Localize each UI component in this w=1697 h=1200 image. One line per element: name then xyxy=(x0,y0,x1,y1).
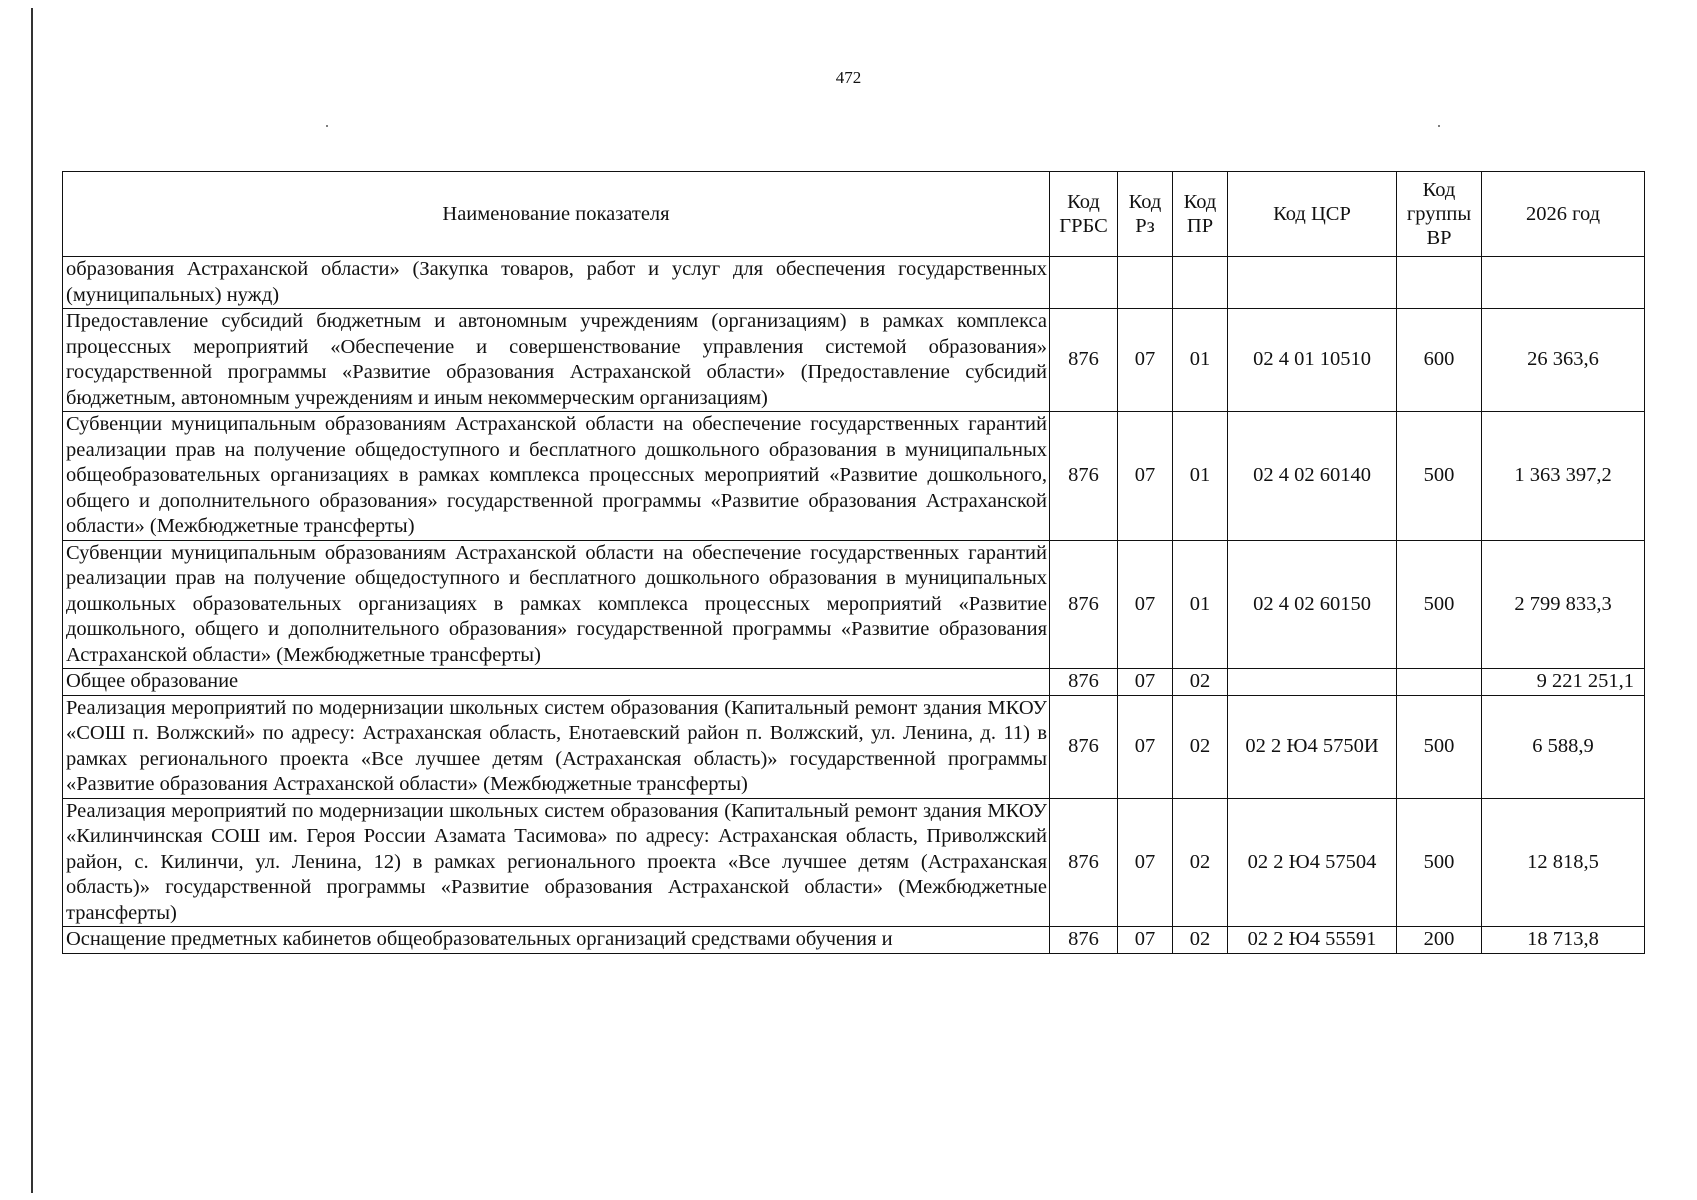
row-pr xyxy=(1173,257,1228,309)
row-rz xyxy=(1118,257,1173,309)
row-grbs: 876 xyxy=(1050,927,1118,954)
table-row xyxy=(63,309,1645,412)
row-grbs: 876 xyxy=(1050,669,1118,696)
row-pr: 01 xyxy=(1173,412,1228,541)
row-amount: 18 713,8 xyxy=(1482,927,1645,954)
row-amount: 2 799 833,3 xyxy=(1482,540,1645,669)
row-vr: 500 xyxy=(1397,798,1482,927)
header-vr: Код группы ВР xyxy=(1397,172,1482,257)
row-rz: 07 xyxy=(1118,927,1173,954)
row-vr xyxy=(1397,669,1482,696)
row-grbs: 876 xyxy=(1050,412,1118,541)
row-vr: 500 xyxy=(1397,412,1482,541)
row-amount: 12 818,5 xyxy=(1482,798,1645,927)
row-amount: 9 221 251,1 xyxy=(1482,669,1645,696)
row-name: Оснащение предметных кабинетов общеобразовательных организаций средствами обучения и xyxy=(63,927,1050,954)
row-csr xyxy=(1228,257,1397,309)
row-csr: 02 2 Ю4 5750И xyxy=(1228,695,1397,798)
row-rz: 07 xyxy=(1118,695,1173,798)
scan-speck xyxy=(326,125,328,127)
row-pr: 02 xyxy=(1173,695,1228,798)
row-grbs xyxy=(1050,257,1118,309)
row-csr: 02 4 02 60150 xyxy=(1228,540,1397,669)
page-number: 472 xyxy=(835,68,862,87)
row-name: Общее образование xyxy=(63,669,1050,696)
table-row xyxy=(63,695,1645,798)
page-edge-mark xyxy=(31,8,33,1193)
row-csr: 02 2 Ю4 57504 xyxy=(1228,798,1397,927)
table-row xyxy=(63,927,1645,954)
row-rz: 07 xyxy=(1118,540,1173,669)
header-rz: Код Рз xyxy=(1118,172,1173,257)
row-vr: 200 xyxy=(1397,927,1482,954)
row-csr xyxy=(1228,669,1397,696)
row-pr: 02 xyxy=(1173,669,1228,696)
row-pr: 02 xyxy=(1173,798,1228,927)
row-grbs: 876 xyxy=(1050,798,1118,927)
row-grbs: 876 xyxy=(1050,309,1118,412)
row-name: Реализация мероприятий по модернизации школьных систем образования (Капитальный ремонт здания МКОУ «Килинчинская СОШ им. Героя России Азамата Тасимова» по адресу: Астраханская область, Приволжский район, с. Килинчи, ул. Ленина, 12) в рамках регионального проекта «Все лучшее детям (Астраханская область)» государственной программы «Развитие образования Астраханской области» (Межбюджетные трансферты) xyxy=(63,798,1050,927)
row-vr: 600 xyxy=(1397,309,1482,412)
row-amount: 26 363,6 xyxy=(1482,309,1645,412)
header-csr: Код ЦСР xyxy=(1228,172,1397,257)
row-amount: 6 588,9 xyxy=(1482,695,1645,798)
table-row xyxy=(63,540,1645,669)
row-name: Субвенции муниципальным образованиям Астраханской области на обеспечение государственных гарантий реализации прав на получение общедоступного и бесплатного дошкольного образования в муниципальных дошкольных образовательных организациях в рамках комплекса процессных мероприятий «Развитие дошкольного, общего и дополнительного образования» государственной программы «Развитие образования Астраханской области» (Межбюджетные трансферты) xyxy=(63,540,1050,669)
row-pr: 01 xyxy=(1173,309,1228,412)
row-csr: 02 2 Ю4 55591 xyxy=(1228,927,1397,954)
row-grbs: 876 xyxy=(1050,540,1118,669)
row-csr: 02 4 02 60140 xyxy=(1228,412,1397,541)
row-vr: 500 xyxy=(1397,540,1482,669)
row-name: образования Астраханской области» (Закупка товаров, работ и услуг для обеспечения государственных (муниципальных) нужд) xyxy=(63,257,1050,309)
budget-table xyxy=(62,171,1645,954)
row-name: Субвенции муниципальным образованиям Астраханской области на обеспечение государственных гарантий реализации прав на получение общедоступного и бесплатного дошкольного образования в муниципальных общеобразовательных организациях в рамках комплекса процессных мероприятий «Развитие дошкольного, общего и дополнительного образования» государственной программы «Развитие образования Астраханской области» (Межбюджетные трансферты) xyxy=(63,412,1050,541)
header-pr: Код ПР xyxy=(1173,172,1228,257)
header-year: 2026 год xyxy=(1482,172,1645,257)
table-row-section xyxy=(63,669,1645,696)
row-name: Предоставление субсидий бюджетным и автономным учреждениям (организациям) в рамках комплекса процессных мероприятий «Обеспечение и совершенствование управления системой образования» государственной программы «Развитие образования Астраханской области» (Предоставление субсидий бюджетным, автономным учреждениям и иным некоммерческим организациям) xyxy=(63,309,1050,412)
row-name: Реализация мероприятий по модернизации школьных систем образования (Капитальный ремонт здания МКОУ «СОШ п. Волжский» по адресу: Астраханская область, Енотаевский район п. Волжский, ул. Ленина, д. 11) в рамках регионального проекта «Все лучшее детям (Астраханская область)» государственной программы «Развитие образования Астраханской области» (Межбюджетные трансферты) xyxy=(63,695,1050,798)
row-rz: 07 xyxy=(1118,412,1173,541)
header-grbs: Код ГРБС xyxy=(1050,172,1118,257)
row-csr: 02 4 01 10510 xyxy=(1228,309,1397,412)
table-row xyxy=(63,412,1645,541)
table-header-row xyxy=(63,172,1645,257)
header-name: Наименование показателя xyxy=(63,172,1050,257)
row-vr: 500 xyxy=(1397,695,1482,798)
table-row xyxy=(63,798,1645,927)
row-rz: 07 xyxy=(1118,309,1173,412)
row-pr: 01 xyxy=(1173,540,1228,669)
row-rz: 07 xyxy=(1118,798,1173,927)
row-pr: 02 xyxy=(1173,927,1228,954)
scan-speck xyxy=(1438,125,1440,127)
table-row xyxy=(63,257,1645,309)
row-grbs: 876 xyxy=(1050,695,1118,798)
row-amount xyxy=(1482,257,1645,309)
row-rz: 07 xyxy=(1118,669,1173,696)
row-amount: 1 363 397,2 xyxy=(1482,412,1645,541)
row-vr xyxy=(1397,257,1482,309)
